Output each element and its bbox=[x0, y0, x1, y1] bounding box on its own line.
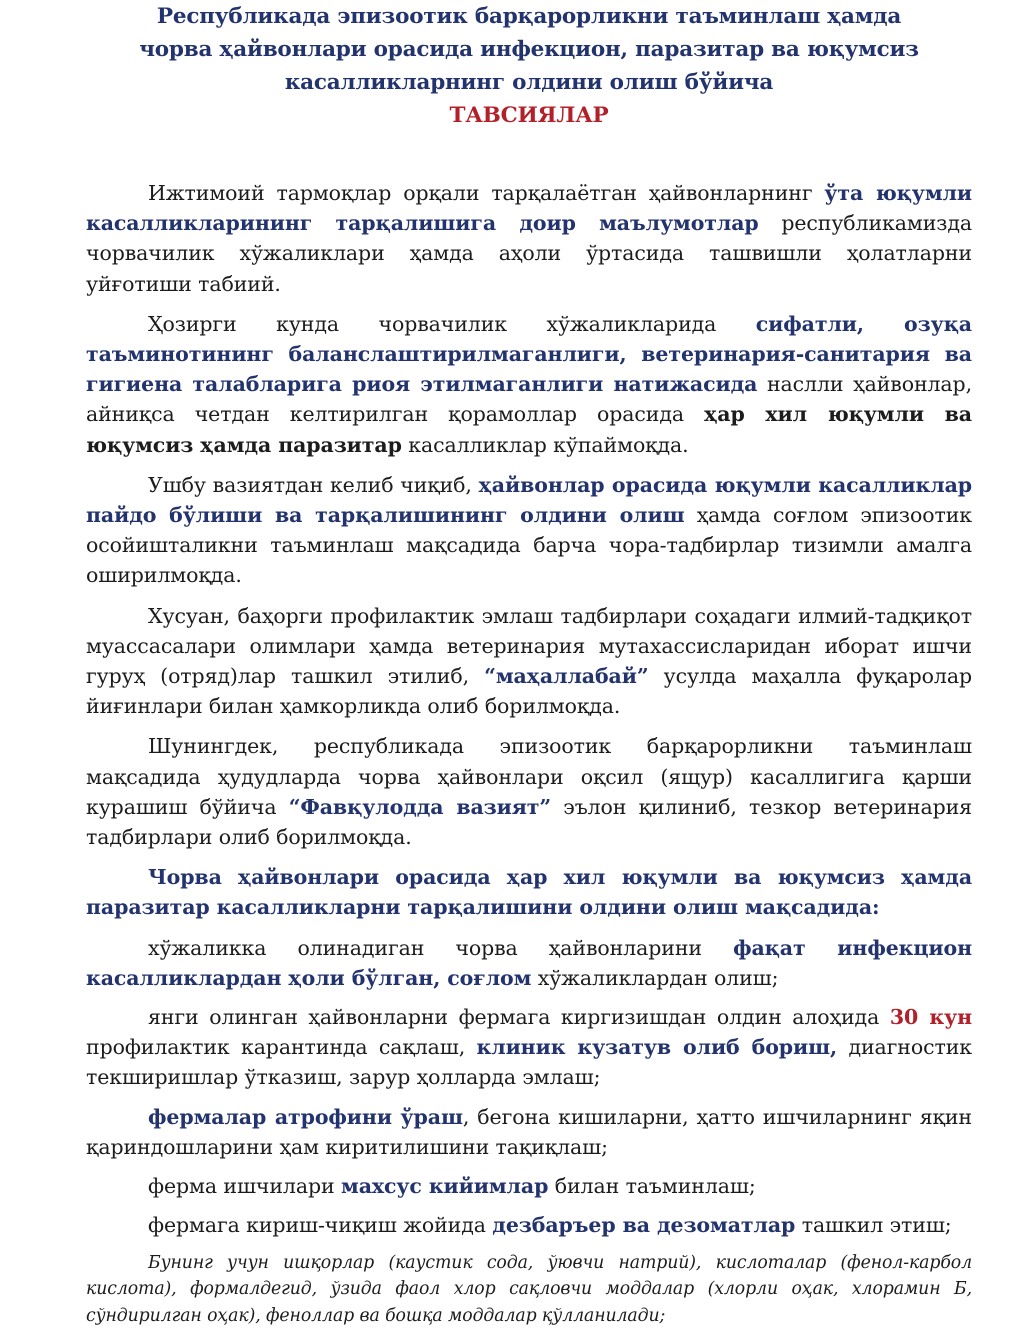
list-item-4 bbox=[86, 1171, 972, 1201]
p5-text-2: эълон қилиниб, тезкор ветеринария тадбирлари олиб борилмоқда. bbox=[86, 795, 972, 849]
title-recommendations: ТАВСИЯЛАР bbox=[450, 103, 609, 128]
p2-highlight-2: ҳар хил юқумли ва юқумсиз ҳамда паразитар bbox=[86, 402, 972, 456]
i2-highlight: клиник кузатув олиб бориш, bbox=[477, 1035, 838, 1059]
p2-text-2: наслли ҳайвонлар, айниқса четдан келтирилган қорамоллар орасида bbox=[86, 372, 972, 426]
p2-text-1: Ҳозирги кунда чорвачилик хўжаликларида bbox=[148, 312, 756, 336]
p6-highlight: Чорва ҳайвонлари орасида ҳар хил юқумли ва юқумсиз ҳамда паразитар касалликларни тарқалишини олдини олиш мақсадида: bbox=[86, 865, 972, 919]
p1-highlight: ўта юқумли касалликларининг тарқалишига доир маълумотлар bbox=[86, 181, 972, 235]
p1-text-1: Ижтимоий тармоқлар орқали тарқалаётган ҳайвонларнинг bbox=[148, 181, 824, 205]
italic-note bbox=[86, 1250, 972, 1329]
i3-text-1: , бегона кишиларни, ҳатто ишчиларнинг яқин қариндошларини ҳам киритилишини тақиқлаш; bbox=[86, 1105, 972, 1159]
p4-text-2: усулда маҳалла фуқаролар йиғинлари билан ҳамкорликда олиб борилмоқда. bbox=[86, 664, 972, 718]
p3-highlight: ҳайвонлар орасида юқумли касалликлар пайдо бўлиши ва тарқалишининг олдини олиш bbox=[86, 473, 972, 527]
list-item-3 bbox=[86, 1102, 972, 1162]
paragraph-2 bbox=[86, 309, 972, 460]
p5-text-1: Шунингдек, республикада эпизоотик барқарорликни таъминлаш мақсадида ҳудудларда чорва ҳайвонлари оқсил (ящур) касаллигига қарши курашиш бўйича bbox=[86, 734, 972, 818]
i5-text-2: ташкил этиш; bbox=[795, 1213, 951, 1237]
p3-text-1: Ушбу вазиятдан келиб чиқиб, bbox=[148, 473, 479, 497]
i4-text-2: билан таъминлаш; bbox=[548, 1174, 755, 1198]
paragraph-4 bbox=[86, 601, 972, 722]
title-line-2: чорва ҳайвонлари орасида инфекцион, паразитар ва юқумсиз bbox=[139, 37, 919, 62]
i2-text-3: диагностик текширишлар ўтказиш, зарур ҳолларда эмлаш; bbox=[86, 1035, 972, 1089]
p4-highlight: “маҳаллабай” bbox=[484, 664, 648, 688]
p3-text-2: ҳамда соғлом эпизоотик осойишталикни таъминлаш мақсадида барча чора-тадбирлар тизимли амалга оширилмоқда. bbox=[86, 503, 972, 587]
paragraph-3 bbox=[86, 470, 972, 591]
title-line-1: Республикада эпизоотик барқарорликни таъминлаш ҳамда bbox=[157, 4, 901, 29]
i1-text-1: хўжаликка олинадиган чорва ҳайвонларини bbox=[148, 936, 733, 960]
i3-highlight: фермалар атрофини ўраш bbox=[148, 1105, 463, 1129]
p1-text-2: республикамизда чорвачилик хўжаликлари ҳамда аҳоли ўртасида ташвишли ҳолатларни уйғотиши табиий. bbox=[86, 211, 972, 295]
p5-highlight: “Фавқулодда вазият” bbox=[289, 795, 551, 819]
i2-red-highlight: 30 кун bbox=[890, 1005, 972, 1029]
i4-highlight: махсус кийимлар bbox=[341, 1174, 548, 1198]
list-item-5 bbox=[86, 1210, 972, 1240]
paragraph-6-heading bbox=[86, 862, 972, 922]
i2-text-2: профилактик карантинда сақлаш, bbox=[86, 1035, 477, 1059]
i1-text-2: хўжаликлардан олиш; bbox=[531, 966, 778, 990]
p4-text-1: Хусуан, баҳорги профилактик эмлаш тадбирлари соҳадаги илмий-тадқиқот муассасалари олимлари ҳамда ветеринария мутахассисларидан иборат ишчи гуруҳ (отряд)лар ташкил этилиб, bbox=[86, 604, 972, 688]
p2-highlight-1: сифатли, озуқа таъминотининг баланслаштирилмаганлиги, ветеринария-санитария ва гигиена талабларига риоя этилмаганлиги натижасида bbox=[86, 312, 972, 396]
i4-text-1: ферма ишчилари bbox=[148, 1174, 341, 1198]
list-item-1 bbox=[86, 933, 972, 993]
title-line-3: касалликларнинг олдини олиш бўйича bbox=[285, 70, 773, 95]
paragraph-1 bbox=[86, 178, 972, 299]
i5-highlight: дезбаръер ва дезоматлар bbox=[492, 1213, 795, 1237]
list-item-2 bbox=[86, 1002, 972, 1093]
i2-text-1: янги олинган ҳайвонларни фермага киргизишдан олдин алоҳида bbox=[148, 1005, 890, 1029]
document-body bbox=[86, 178, 972, 1329]
note-text: Бунинг учун ишқорлар (каустик сода, ўювчи натрий), кислоталар (фенол-карбол кислота), формалдегид, ўзида фаол хлор сақловчи моддалар (хлорли оҳак, хлорамин Б, сўндирилган оҳак), феноллар ва бошқа моддалар қўлланилади; bbox=[86, 1253, 972, 1326]
paragraph-5 bbox=[86, 731, 972, 852]
document-title bbox=[86, 0, 972, 132]
i5-text-1: фермага кириш-чиқиш жойида bbox=[148, 1213, 492, 1237]
i1-highlight: фақат инфекцион касалликлардан ҳоли бўлган, соғлом bbox=[86, 936, 972, 990]
p2-text-3: касалликлар кўпаймоқда. bbox=[402, 433, 689, 457]
